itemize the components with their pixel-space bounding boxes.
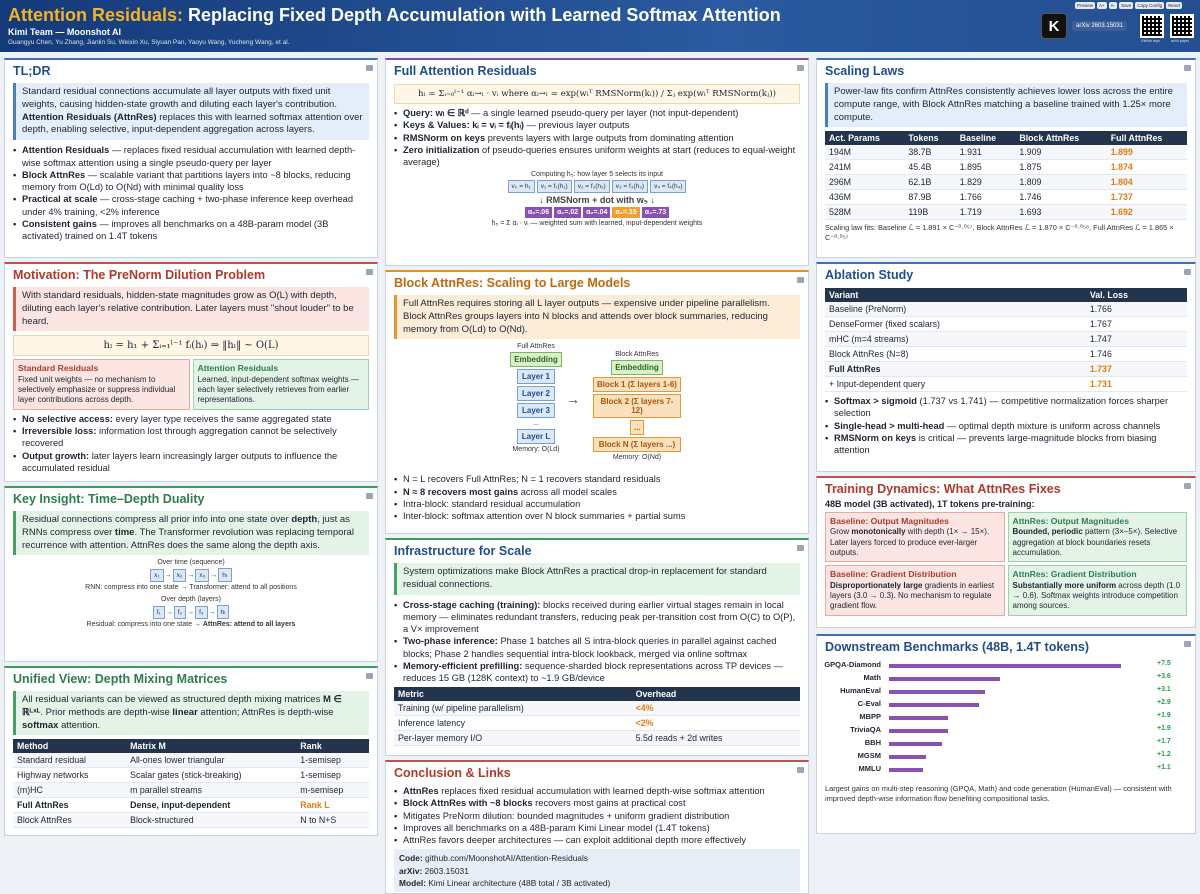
font-increase-button[interactable]: A+ (1099, 3, 1105, 8)
table-row: 241M 45.4B 1.895 1.875 1.874 (825, 160, 1187, 175)
scaling-title: Scaling Laws (825, 64, 905, 78)
scaling-lead: Power-law fits confirm AttnRes consistently achieves lower loss across the entire compute range, with Block AttnRes matching a baseline trained with 1.25× more compute. (825, 83, 1187, 127)
insight-title: Key Insight: Time–Depth Duality (13, 492, 205, 506)
full-attnres-title: Full Attention Residuals (394, 64, 537, 78)
list-item: • Memory-efficient prefilling: sequence-sharded block representations across TP devices — reduces 15 GB (128K context) to ~1.9 GB/device (394, 660, 800, 685)
collapse-icon[interactable] (1184, 483, 1191, 489)
attnres-gradient-box: AttnRes: Gradient Distribution Substantially more uniform across depth (1.0 → 0.6). Softmax weights introduce competition among sources. (1008, 565, 1188, 615)
bar-6 (889, 742, 942, 746)
list-item: • No selective access: every layer type receives the same aggregated state (13, 413, 369, 425)
bar-label-6: BBH (864, 738, 881, 747)
arrow-icon: → (566, 391, 580, 408)
gradient-boxes (825, 565, 1187, 615)
training-subtitle: 48B model (3B activated), 1T tokens pre-training: (825, 499, 1035, 509)
table-row: 436M 87.9B 1.766 1.746 1.737 (825, 190, 1187, 205)
insight-card (4, 486, 378, 662)
list-item: • Single-head > multi-head — optimal depth mixture is uniform across channels (825, 420, 1187, 432)
table-row: Block AttnRes Block-structured N to N+S (13, 813, 369, 828)
bar-value-5: +1.9 (1157, 725, 1171, 732)
poster-title: Attention Residuals: Replacing Fixed Depth Accumulation with Learned Softmax Attention (8, 5, 781, 25)
scaling-card (816, 58, 1196, 258)
bar-label-1: Math (863, 673, 881, 682)
unified-title: Unified View: Depth Mixing Matrices (13, 672, 228, 686)
bar-5 (889, 729, 948, 733)
table-row: DenseFormer (fixed scalars) 1.767 (825, 317, 1187, 332)
block-lead: Full AttnRes requires storing all L layer outputs — expensive under pipeline parallelism. Block AttnRes groups layers into N blocks and attends over block summaries, reducing memory from O(Ld) to O(Nd). (394, 295, 800, 339)
list-item: • Block AttnRes with ~8 blocks recovers most gains at practical cost (394, 797, 800, 809)
bar-7 (889, 755, 926, 759)
save-button[interactable]: Save (1121, 3, 1132, 8)
comparison-boxes (13, 359, 369, 409)
bar-value-2: +3.1 (1157, 686, 1171, 693)
collapse-icon[interactable] (366, 65, 373, 71)
bar-value-6: +1.7 (1157, 738, 1171, 745)
list-item: • Inter-block: softmax attention over N block summaries + partial sums (394, 510, 800, 522)
list-item: • AttnRes replaces fixed residual accumulation with learned depth-wise softmax attention (394, 785, 800, 797)
collapse-icon[interactable] (797, 545, 804, 551)
benchmarks-caption: Largest gains on multi-step reasoning (GPQA, Math) and code generation (HumanEval) — consistent with improved depth-wise information flow benefiting compositional tasks. (825, 784, 1172, 803)
standard-residuals-box: Standard Residuals Fixed unit weights — no mechanism to selectively emphasize or suppress individual layer contributions across depth. (13, 359, 190, 409)
baseline-magnitudes-box: Baseline: Output Magnitudes Grow monotonically with depth (1× → 15×). Later layers forced to produce ever-larger outputs. (825, 512, 1005, 562)
bar-label-0: GPQA-Diamond (824, 660, 881, 669)
block-attnres-title: Block AttnRes: Scaling to Large Models (394, 276, 631, 290)
collapse-icon[interactable] (1184, 65, 1191, 71)
motivation-card (4, 262, 378, 482)
training-card (816, 476, 1196, 628)
copy-config-button[interactable]: Copy Config (1137, 3, 1163, 8)
table-row: Inference latency <2% (394, 716, 800, 731)
list-item: • N ≈ 8 recovers most gains across all model scales (394, 486, 800, 498)
bar-0 (889, 664, 1121, 668)
bar-label-8: MMLU (858, 764, 881, 773)
github-qr-code (1140, 14, 1164, 38)
bar-2 (889, 690, 985, 694)
full-attnres-stack: Full AttnRes Embedding Layer 1 Layer 2 Layer 3 ... Layer L Memory: O(Ld) (496, 343, 576, 453)
table-row: Standard residual All-ones lower triangular 1-semisep (13, 753, 369, 768)
ablation-title: Ablation Study (825, 268, 914, 282)
bar-value-4: +1.9 (1157, 712, 1171, 719)
value-chips: v₀ = h₁ v₁ = f₁(h₁) v₂ = f₂(h₂) v₃ = f₃(h₃) v₄ = f₄(h₄) (386, 180, 808, 193)
unified-lead: All residual variants can be viewed as structured depth mixing matrices M ∈ ℝᴸˣᴸ. Prior methods are depth-wise linear attention; AttnRes is depth-wise softmax attention. (13, 691, 369, 735)
collapse-icon[interactable] (797, 65, 804, 71)
infra-lead: System optimizations make Block AttnRes a practical drop-in replacement for standard residual connections. (394, 563, 800, 595)
team-name: Kimi Team — Moonshot AI (8, 27, 122, 37)
list-item: • Attention Residuals — replaces fixed residual accumulation with learned depth-wise softmax attention using a single pseudo-query per layer (13, 144, 369, 169)
infra-title: Infrastructure for Scale (394, 544, 532, 558)
list-item: • Softmax > sigmoid (1.737 vs 1.741) — competitive normalization forces sharper selection (825, 395, 1187, 420)
benchmarks-card (816, 634, 1196, 834)
training-title: Training Dynamics: What AttnRes Fixes (825, 482, 1061, 496)
tldr-lead: Standard residual connections accumulate all layer outputs with fixed unit weights, causing hidden-state growth and diluting each layer's contribution. Attention Residuals (AttnRes) replaces this with learned softmax attention over depth, enabling selective, input-dependent aggregation across layers. (13, 83, 369, 140)
collapse-icon[interactable] (1184, 269, 1191, 275)
mixing-matrix-table: Method Matrix M Rank Standard residual All-ones lower triangular 1-semisep Highway networks Scalar gates (stick-breaking) 1-semisep (m)HC m parallel streams m-semisep Full AttnRes Dense, input-dependent Rank L Block AttnRes Block-structured N to N+S (13, 739, 369, 828)
motivation-lead: With standard residuals, hidden-state magnitudes grow as O(L) with depth, diluting each layer's relative contribution. Later layers must "shout louder" to be heard. (13, 287, 369, 331)
tldr-list (13, 144, 369, 242)
table-row: Full AttnRes Dense, input-dependent Rank L (13, 798, 369, 813)
attnres-magnitudes-box: AttnRes: Output Magnitudes Bounded, periodic pattern (3×–5×). Selective aggregation at block boundaries resets accumulation. (1008, 512, 1188, 562)
alpha-chips: α₀=.06 α₁=.02 α₂=.04 α₃=.15 α₄=.73 (386, 207, 808, 218)
time-chain: x₁ → x₂ → x₃ → hₜ (5, 568, 377, 582)
conclusion-card (385, 760, 809, 894)
bar-label-4: MBPP (859, 712, 881, 721)
infra-list (394, 599, 800, 685)
table-row: Block AttnRes (N=8) 1.746 (825, 347, 1187, 362)
bar-1 (889, 677, 1000, 681)
table-row: 296M 62.1B 1.829 1.809 1.804 (825, 175, 1187, 190)
scaling-note: Scaling law fits: Baseline ℒ = 1.891 × C⁻⁰·⁰⁵⁷, Block AttnRes ℒ = 1.870 × C⁻⁰·⁰⁵⁸, Full AttnRes ℒ = 1.865 × C⁻⁰·⁰⁵⁷ (825, 223, 1174, 243)
dilution-equation: hₗ = h₁ + Σᵢ₌₁ˡ⁻¹ fᵢ(hᵢ) ⇒ ‖hₗ‖ ~ O(L) (13, 335, 369, 356)
tldr-title: TL;DR (13, 64, 51, 78)
list-item: • Block AttnRes — scalable variant that partitions layers into ~8 blocks, reducing memory from O(Ld) to O(Nd) with minimal quality loss (13, 169, 369, 194)
conclusion-title: Conclusion & Links (394, 766, 511, 780)
block-list (394, 473, 800, 522)
motivation-title: Motivation: The PreNorm Dilution Problem (13, 268, 266, 282)
baseline-gradient-box: Baseline: Gradient Distribution Disproportionately large gradients in earliest layers (3.0 → 0.3). No mechanism to regulate gradient flow. (825, 565, 1005, 615)
arxiv-badge[interactable]: arXiv 2603.15031 (1072, 21, 1127, 31)
font-decrease-button[interactable]: A- (1110, 3, 1116, 8)
rmsnorm-step: ↓ RMSNorm + dot with w₅ ↓ (539, 195, 655, 206)
list-item: • Cross-stage caching (training): blocks received during earlier virtual stages remain in local memory — eliminates redundant transfers, reducing peak per-transition cost from O(C) to O(P), a V× improvement (394, 599, 800, 636)
attention-residuals-box: Attention Residuals Learned, input-dependent softmax weights — each layer selectively retrieves from earlier representations. (193, 359, 370, 409)
table-row: Baseline (PreNorm) 1.766 (825, 302, 1187, 317)
kimi-logo: K (1041, 13, 1067, 39)
full-attnres-card (385, 58, 809, 266)
collapse-icon[interactable] (797, 277, 804, 283)
table-row: Highway networks Scalar gates (stick-breaking) 1-semisep (13, 768, 369, 783)
bar-value-1: +3.6 (1157, 673, 1171, 680)
collapse-icon[interactable] (1184, 641, 1191, 647)
unified-card (4, 666, 378, 836)
arxiv-qr-code (1170, 14, 1194, 38)
bar-4 (889, 716, 948, 720)
h5-figure-caption: h₅ = Σ αᵢ · vᵢ — weighted sum with learned, input-dependent weights (491, 220, 703, 228)
overhead-table: Metric Overhead Training (w/ pipeline parallelism) <4% Inference latency <2% Per-layer memory I/O 5.5d reads + 2d writes (394, 687, 800, 746)
h5-figure-title: Computing h₅: how layer 5 selects its input (531, 171, 663, 179)
author-list: Guangyu Chen, Yu Zhang, Jianlin Su, Weixin Xu, Siyuan Pan, Yaoyu Wang, Yucheng Wang, et al. (8, 39, 290, 46)
list-item: • Mitigates PreNorm dilution: bounded magnitudes + uniform gradient distribution (394, 810, 800, 822)
poster-header (0, 0, 1200, 52)
list-item: • Intra-block: standard residual accumulation (394, 498, 800, 510)
bar-value-0: +7.5 (1157, 660, 1171, 667)
reset-button[interactable]: Reset (1168, 3, 1180, 8)
over-depth-label: Over depth (layers) (161, 596, 221, 604)
collapse-icon[interactable] (366, 269, 373, 275)
residual-caption: Residual: compress into one state → AttnRes: attend to all layers (86, 621, 296, 629)
block-diagram (386, 343, 808, 471)
table-row: Full AttnRes 1.737 (825, 362, 1187, 377)
list-item: • Improves all benchmarks on a 48B-param Kimi Linear model (1.4T tokens) (394, 822, 800, 834)
list-item: • Two-phase inference: Phase 1 batches all S intra-block queries in parallel against cached blocks; Phase 2 handles sequential intra-block lookback, merged via online softmax (394, 635, 800, 660)
bar-value-7: +1.2 (1157, 751, 1171, 758)
bar-value-3: +2.9 (1157, 699, 1171, 706)
list-item: • Keys & Values: kᵢ = vᵢ = fᵢ(hᵢ) — previous layer outputs (394, 119, 800, 131)
bar-label-5: TriviaQA (850, 725, 881, 734)
full-attnres-list (394, 107, 800, 168)
collapse-icon[interactable] (366, 673, 373, 679)
table-row: 528M 119B 1.719 1.693 1.692 (825, 205, 1187, 220)
qr-label-github: GitHub repo (1141, 39, 1160, 43)
motivation-list (13, 413, 369, 474)
block-attnres-card (385, 270, 809, 534)
toolbar (1075, 2, 1182, 9)
magnitude-boxes (825, 512, 1187, 562)
qr-label-arxiv: arXiv paper (1171, 39, 1189, 43)
list-item: • RMSNorm on keys prevents layers with large outputs from dominating attention (394, 132, 800, 144)
table-row: Training (w/ pipeline parallelism) <4% (394, 701, 800, 716)
list-item: • Output growth: later layers learn increasingly larger outputs to influence the accumulated residual (13, 450, 369, 475)
collapse-icon[interactable] (797, 767, 804, 773)
list-item: • Practical at scale — cross-stage caching + two-phase inference keep overhead under 4% training, <2% inference (13, 193, 369, 218)
list-item: • Query: wₗ ∈ ℝᵈ — a single learned pseudo-query per layer (not input-dependent) (394, 107, 800, 119)
conclusion-list (394, 785, 800, 846)
bar-8 (889, 768, 923, 772)
model-info: Model: Kimi Linear architecture (48B total / 3B activated) (399, 877, 611, 888)
ablation-card (816, 262, 1196, 472)
insight-lead: Residual connections compress all prior info into one state over depth, just as RNNs compress over time. The Transformer revolution was replacing temporal recurrence with attention. AttnRes does the same along the depth axis. (13, 511, 369, 555)
infra-card (385, 538, 809, 756)
table-row: mHC (m=4 streams) 1.747 (825, 332, 1187, 347)
code-link[interactable]: Code: github.com/MoonshotAI/Attention-Residuals (399, 853, 588, 864)
table-row: 194M 38.7B 1.931 1.909 1.899 (825, 145, 1187, 160)
benchmarks-title: Downstream Benchmarks (48B, 1.4T tokens) (825, 640, 1089, 654)
attnres-equation: hₗ = Σᵢ₌₀ˡ⁻¹ αᵢ→ₗ · vᵢ where αᵢ→ₗ = exp(wₗᵀ RMSNorm(kᵢ)) / Σⱼ exp(wₗᵀ RMSNorm(kⱼ)) (394, 84, 800, 104)
bar-label-2: HumanEval (840, 686, 881, 695)
list-item: • Zero initialization of pseudo-queries ensures uniform weights at start (reduces to equal-weight average) (394, 144, 800, 169)
depth-chain: f₁ → f₂ → f₃ → hₗ (5, 605, 377, 619)
arxiv-link[interactable]: arXiv: 2603.15031 (399, 865, 469, 876)
rnn-caption: RNN: compress into one state → Transformer: attend to all positions (85, 584, 297, 592)
ablation-list (825, 395, 1187, 456)
collapse-icon[interactable] (366, 493, 373, 499)
bar-3 (889, 703, 979, 707)
links-box (394, 849, 800, 892)
list-item: • RMSNorm on keys is critical — prevents large-magnitude blocks from biasing attention (825, 432, 1187, 457)
bar-label-7: MGSM (857, 751, 881, 760)
benchmark-bar-chart (817, 659, 1195, 781)
over-time-label: Over time (sequence) (157, 559, 225, 567)
preview-button[interactable]: Preview (1077, 3, 1094, 8)
block-attnres-stack: Block AttnRes Embedding Block 1 (Σ layers 1-6) Block 2 (Σ layers 7-12) ... Block N (Σ layers ...) Memory: O(Nd) (582, 351, 692, 461)
list-item: • N = L recovers Full AttnRes; N = 1 recovers standard residuals (394, 473, 800, 485)
table-row: (m)HC m parallel streams m-semisep (13, 783, 369, 798)
bar-label-3: C-Eval (857, 699, 881, 708)
list-item: • Consistent gains — improves all benchmarks on a 48B-param model (3B activated) trained on 1.4T tokens (13, 218, 369, 243)
scaling-table: Act. Params Tokens Baseline Block AttnRes Full AttnRes 194M 38.7B 1.931 1.909 1.899 241M 45.4B 1.895 1.875 1.874 296M 62.1B 1.829 1.809 1.804 436M 87.9B 1.766 1.746 1.737 528M 119B 1.719 1.693 1.692 (825, 131, 1187, 220)
list-item: • Irreversible loss: information lost through aggregation cannot be selectively recovered (13, 425, 369, 450)
tldr-card (4, 58, 378, 258)
table-row: + Input-dependent query 1.731 (825, 377, 1187, 392)
ablation-table: Variant Val. Loss Baseline (PreNorm) 1.766 DenseFormer (fixed scalars) 1.767 mHC (m=4 streams) 1.747 Block AttnRes (N=8) 1.746 Full AttnRes 1.737 + Input-dependent query 1.731 (825, 288, 1187, 392)
list-item: • AttnRes favors deeper architectures — can exploit additional depth more effectively (394, 834, 800, 846)
table-row: Per-layer memory I/O 5.5d reads + 2d writes (394, 731, 800, 746)
bar-value-8: +1.1 (1157, 764, 1171, 771)
